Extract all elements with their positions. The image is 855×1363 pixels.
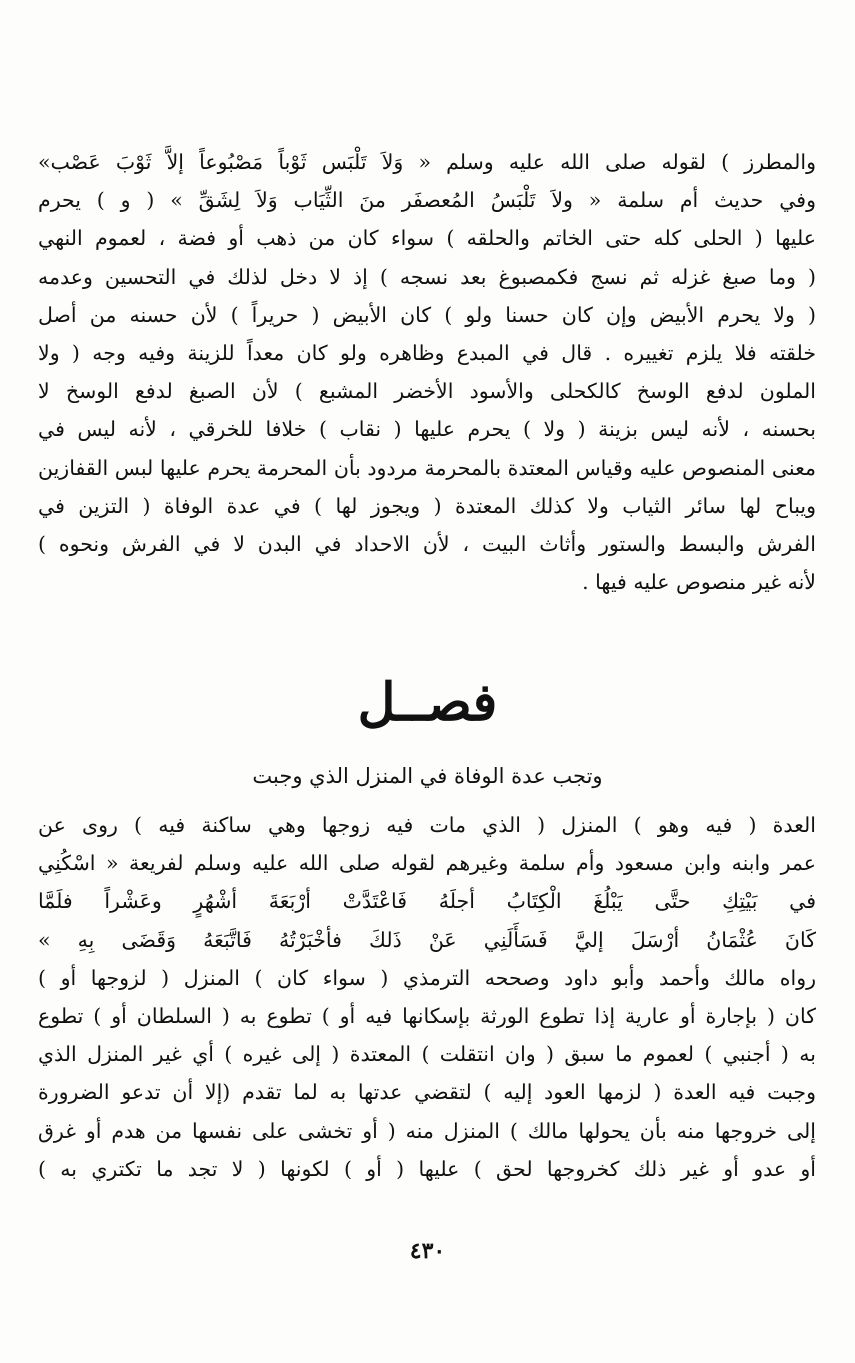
text-line: الملون لدفع الوسخ كالكحلى والأسود الأخضر المشبع ) لأن الصبغ لدفع الوسخ لا xyxy=(38,379,816,404)
text-line: عمر وابنه وابن مسعود وأم سلمة وغيرهم لقوله صلى الله عليه وسلم لفريعة « اسْكُنِي xyxy=(38,851,816,876)
text-line: ( وما صبغ غزله ثم نسج فكمصبوغ بعد نسجه ) إذ لا دخل لذلك في التحسين وعدمه xyxy=(38,264,816,289)
text-line: بحسنه ، لأنه ليس بزينة ( ولا ) يحرم عليها ( نقاب ) خلافا للخرقي ، لأنه ليس في xyxy=(38,417,816,442)
text-line: خلقته فلا يلزم تغييره . قال في المبدع وظاهره ولو كان معداً للزينة وفيه وجه ( ولا xyxy=(38,340,816,365)
text-line: وفي حديث أم سلمة « ولاَ تَلْبَسُ المُعصفَر منَ الثِّيَاب وَلاَ لِشَقِّ » ( و ) يحرم xyxy=(38,188,816,213)
text-line: عليها ( الحلى كله حتى الخاتم والحلقه ) سواء كان من ذهب أو فضة ، لعموم النهي xyxy=(38,226,816,251)
text-line: الفرش والبسط والستور وأثاث البيت ، لأن الاحداد في البدن لا في الفرش ونحوه ) xyxy=(38,531,816,556)
text-line: أو عدو أو غير ذلك كخروجها لحق ) عليها ( أو ) لكونها ( لا تجد ما تكتري به ) xyxy=(38,1156,816,1181)
text-line: إلى خروجها منه بأن يحولها مالك ) المنزل منه ( أو تخشى على نفسها من هدم أو غرق xyxy=(38,1118,816,1143)
text-line: وجبت فيه العدة ( لزمها العود إليه ) لتقضي عدتها به لما تقدم (إلا أن تدعو الضرورة xyxy=(38,1080,816,1105)
text-line: معنى المنصوص عليه وقياس المعتدة بالمحرمة مردود بأن المحرمة يحرم عليها لبس القفازين xyxy=(38,455,816,480)
section-heading: فصــل xyxy=(357,672,498,733)
text-line: ( ولا يحرم الأبيض وإن كان حسنا ولو ) كان الأبيض ( حريراً ) لأن حسنه من أصل xyxy=(38,302,816,327)
text-line: كَانَ عُثْمَانُ أرْسَلَ إليَّ فَسَأَلَنِي عَنْ ذَلكَ فأخْبَرْتُهُ فَاتَّبَعَهُ وَقَضَى بِهِ » xyxy=(38,927,816,952)
text-line: في بَيْتِكِ حتَّى يَبْلُغَ الْكِتَابُ أجلَهُ فَاعْتَدَّتْ أرْبَعَةَ أشْهُرٍ وعَشْراً فلَمَّا xyxy=(38,889,816,914)
text-line: لأنه غير منصوص عليه فيها . xyxy=(582,570,816,595)
text-line: كان ( بإجارة أو عارية إذا تطوع الورثة بإسكانها فيه أو ) تطوع به ( السلطان أو ) تطوع xyxy=(38,1003,816,1028)
text-line: به ( أجنبي ) لعموم ما سبق ( وان انتقلت ) المعتدة ( إلى غيره ) أي غير المنزل الذي xyxy=(38,1042,816,1067)
section-subheading: وتجب عدة الوفاة في المنزل الذي وجبت xyxy=(252,764,603,788)
text-line: ويباح لها سائر الثياب ولا كذلك المعتدة ( ويجوز لها ) في عدة الوفاة ( التزين في xyxy=(38,493,816,518)
text-line: رواه مالك وأحمد وأبو داود وصححه الترمذي ( سواء كان ) المنزل ( لزوجها أو ) xyxy=(38,965,816,990)
text-line: العدة ( فيه وهو ) المنزل ( الذي مات فيه زوجها وهي ساكنة فيه ) روى عن xyxy=(38,813,816,837)
text-line: والمطرز ) لقوله صلى الله عليه وسلم « وَلاَ تَلْبَس ثَوْباً مَصْبُوعاً إلاَّ ثَوْبَ عَصْب» xyxy=(38,150,816,174)
paragraph-top xyxy=(38,143,816,601)
page-number: ٤٣٠ xyxy=(409,1238,446,1264)
paragraph-bottom xyxy=(38,806,816,1188)
